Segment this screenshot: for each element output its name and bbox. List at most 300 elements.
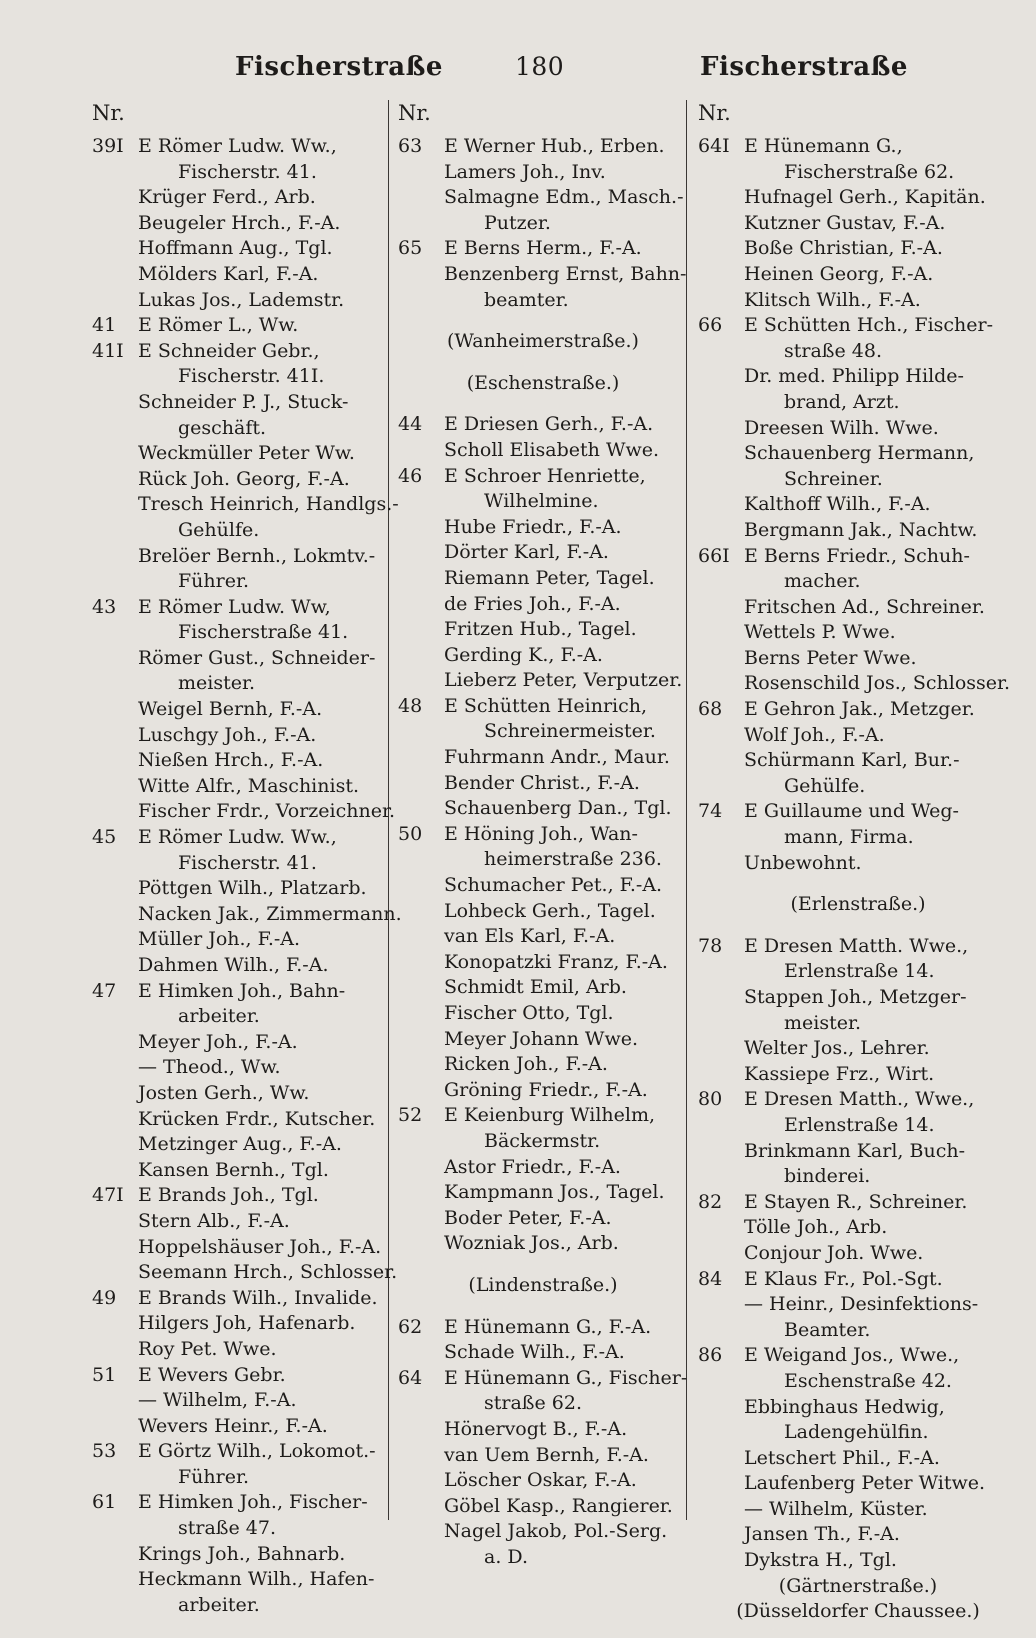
entry-text: Weckmüller Peter Ww.	[138, 442, 355, 465]
entry-text: Welter Jos., Lehrer.	[744, 1037, 930, 1060]
entry-text: E Keienburg Wilhelm,	[444, 1104, 656, 1127]
resident-entry	[92, 774, 382, 800]
house-entry	[398, 134, 688, 160]
entry-text: Kampmann Jos., Tagel.	[444, 1181, 665, 1204]
entry-text: Beamter.	[784, 1318, 871, 1341]
entry-text: Nagel Jakob, Pol.-Serg.	[444, 1520, 668, 1543]
entry-text: meister.	[784, 1011, 862, 1034]
entry-text: Conjour Joh. Wwe.	[744, 1241, 924, 1264]
resident-entry	[698, 518, 1018, 544]
entry-text: Wettels P. Wwe.	[744, 621, 896, 644]
resident-entry	[398, 1519, 688, 1545]
entry-text: van Els Karl, F.-A.	[444, 925, 616, 948]
resident-entry	[92, 646, 382, 672]
resident-entry	[398, 1340, 688, 1366]
entry-text: E Weigand Jos., Wwe.,	[744, 1344, 960, 1367]
entry-text: Löscher Oskar, F.-A.	[444, 1469, 637, 1492]
house-entry	[92, 313, 382, 339]
resident-entry	[92, 1158, 382, 1184]
resident-entry	[398, 262, 688, 288]
resident-entry	[92, 390, 382, 416]
resident-entry	[398, 1001, 688, 1027]
house-number: 66	[698, 314, 723, 337]
street-heading-text: (Lindenstraße.)	[468, 1273, 618, 1296]
street-heading	[398, 1273, 688, 1299]
resident-entry	[698, 211, 1018, 237]
resident-entry	[698, 595, 1018, 621]
entry-text: Lukas Jos., Lademstr.	[138, 288, 345, 311]
entry-text: a. D.	[484, 1545, 529, 1568]
house-number: 51	[92, 1363, 117, 1386]
entry-text: Dahmen Wilh., F.-A.	[138, 954, 329, 976]
entry-text: Dr. med. Philipp Hilde-	[744, 365, 964, 388]
entry-text: Hoffmann Aug., Tgl.	[138, 237, 333, 260]
resident-entry	[92, 288, 382, 314]
entry-text: Konopatzki Franz, F.-A.	[444, 950, 668, 973]
house-number: 62	[398, 1315, 423, 1338]
house-number: 41I	[92, 339, 124, 362]
entry-text: Bender Christ., F.-A.	[444, 771, 640, 794]
resident-entry	[398, 796, 688, 822]
resident-entry	[698, 1522, 1018, 1548]
entry-text: Unbewohnt.	[744, 851, 862, 874]
resident-entry	[698, 185, 1018, 211]
entry-text: straße 47.	[178, 1517, 276, 1540]
resident-entry	[698, 1318, 1018, 1344]
entry-text: E Himken Joh., Fischer-	[138, 1491, 368, 1514]
resident-entry	[698, 1036, 1018, 1062]
entry-text: Kutzner Gustav, F.-A.	[744, 211, 946, 234]
house-number: 84	[698, 1267, 723, 1290]
house-entry	[92, 1439, 382, 1465]
entry-text: Fischer Frdr., Vorzeichner.	[138, 800, 396, 823]
resident-entry	[698, 774, 1018, 800]
house-number: 66I	[698, 544, 730, 567]
house-number: 52	[398, 1104, 423, 1127]
house-number: 48	[398, 694, 423, 717]
entry-text: E Schroer Henriette,	[444, 464, 646, 487]
resident-entry	[398, 617, 688, 643]
resident-entry	[698, 1241, 1018, 1267]
entry-text: E Werner Hub., Erben.	[444, 135, 665, 157]
house-entry	[398, 236, 688, 262]
house-entry	[92, 595, 382, 621]
entry-text: Brelöer Bernh., Lokmtv.-	[138, 544, 376, 567]
resident-entry	[398, 489, 688, 515]
resident-entry	[698, 262, 1018, 288]
entry-text: Heckmann Wilh., Hafen-	[138, 1568, 375, 1591]
resident-entry	[92, 723, 382, 749]
entry-text: E Schütten Heinrich,	[444, 694, 648, 717]
house-number: 49	[92, 1286, 117, 1309]
house-entry	[92, 134, 382, 160]
header-left-title: Fischerstraße	[235, 52, 443, 82]
house-entry	[398, 822, 688, 848]
entry-text: Gerding K., F.-A.	[444, 643, 603, 666]
entry-text: Kansen Bernh., Tgl.	[138, 1158, 329, 1181]
house-entry	[92, 1363, 382, 1389]
resident-entry	[92, 799, 396, 825]
entry-text: — Wilhelm, F.-A.	[138, 1389, 297, 1412]
resident-entry	[92, 1235, 382, 1261]
entry-text: Fuhrmann Andr., Maur.	[444, 746, 670, 769]
resident-entry	[698, 339, 1018, 365]
resident-entry	[698, 1497, 1018, 1523]
entry-text: Klitsch Wilh., F.-A.	[744, 288, 921, 311]
house-number: 65	[398, 237, 423, 260]
resident-entry	[698, 851, 1018, 877]
entry-text: meister.	[178, 672, 256, 695]
house-number: 53	[92, 1440, 117, 1463]
header-right-title: Fischerstraße	[700, 52, 908, 82]
resident-entry	[92, 671, 382, 697]
resident-entry	[698, 959, 1018, 985]
entry-text: macher.	[784, 570, 861, 593]
entry-text: Schürmann Karl, Bur.-	[744, 749, 960, 772]
house-number: 64I	[698, 135, 730, 157]
street-heading-text: (Gärtnerstraße.)	[778, 1574, 938, 1597]
house-number: 82	[698, 1190, 723, 1213]
entry-text: Putzer.	[484, 211, 551, 234]
entry-text: E Stayen R., Schreiner.	[744, 1190, 968, 1213]
resident-entry	[398, 643, 688, 669]
resident-entry	[92, 1542, 382, 1568]
spacer	[398, 355, 688, 371]
house-number: 45	[92, 826, 117, 849]
entry-text: binderei.	[784, 1165, 871, 1188]
entry-text: Fischer Otto, Tgl.	[444, 1002, 614, 1024]
entry-text: heimerstraße 236.	[484, 848, 662, 871]
entry-text: Hoppelshäuser Joh., F.-A.	[138, 1235, 382, 1258]
entry-text: Wolf Joh., F.-A.	[744, 723, 885, 746]
house-entry	[698, 1190, 1018, 1216]
entry-text: Beugeler Hrch., F.-A.	[138, 211, 341, 234]
column-nr-label: Nr.	[92, 101, 125, 125]
resident-entry	[92, 1030, 382, 1056]
entry-text: E Höning Joh., Wan-	[444, 822, 638, 845]
entry-text: E Römer Ludw. Ww,	[138, 595, 331, 618]
house-entry	[398, 694, 688, 720]
resident-entry	[398, 975, 688, 1001]
resident-entry	[92, 1132, 382, 1158]
street-heading-text: (Düsseldorfer Chaussee.)	[736, 1600, 980, 1623]
resident-entry	[698, 236, 1018, 262]
entry-text: Erlenstraße 14.	[784, 960, 935, 983]
entry-text: Roy Pet. Wwe.	[138, 1337, 277, 1360]
resident-entry	[92, 1107, 382, 1133]
house-number: 47I	[92, 1184, 124, 1207]
entry-text: Wevers Heinr., F.-A.	[138, 1414, 328, 1437]
entry-text: E Hünemann G.,	[744, 135, 903, 157]
entry-text: Mölders Karl, F.-A.	[138, 262, 319, 285]
spacer	[398, 1257, 688, 1273]
directory-column-2	[398, 100, 688, 1570]
entry-text: E Berns Herm., F.-A.	[444, 237, 642, 260]
entry-text: Fischerstraße 41.	[178, 621, 349, 644]
resident-entry	[92, 876, 382, 902]
entry-text: E Schütten Hch., Fischer-	[744, 314, 994, 337]
entry-text: Riemann Peter, Tagel.	[444, 566, 655, 589]
entry-text: Krings Joh., Bahnarb.	[138, 1542, 346, 1565]
resident-entry	[398, 540, 688, 566]
entry-text: Dörter Karl, F.-A.	[444, 541, 609, 564]
resident-entry	[92, 953, 382, 979]
resident-entry	[698, 390, 1018, 416]
entry-text: Ricken Joh., F.-A.	[444, 1053, 608, 1076]
entry-text: E Dresen Matth. Wwe.,	[744, 934, 969, 957]
entry-text: Erlenstraße 14.	[784, 1113, 935, 1136]
entry-text: Fischerstr. 41.	[178, 160, 317, 183]
entry-text: E Görtz Wilh., Lokomot.-	[138, 1440, 376, 1463]
house-entry	[698, 134, 1018, 160]
resident-entry	[92, 1004, 382, 1030]
entry-text: Bäckermstr.	[484, 1129, 601, 1152]
entry-text: E Brands Joh., Tgl.	[138, 1184, 319, 1207]
resident-entry	[398, 899, 688, 925]
entry-text: Witte Alfr., Maschinist.	[138, 774, 359, 797]
entry-text: Lieberz Peter, Verputzer.	[444, 669, 683, 692]
entry-text: Fischerstr. 41.	[178, 851, 317, 874]
entry-text: Gröning Friedr., F.-A.	[444, 1078, 648, 1101]
entry-text: de Fries Joh., F.-A.	[444, 592, 621, 615]
resident-entry	[398, 873, 688, 899]
entry-text: Tresch Heinrich, Handlgs.-	[138, 493, 399, 516]
resident-entry	[92, 620, 382, 646]
resident-entry	[92, 1567, 382, 1593]
house-number: 61	[92, 1491, 117, 1514]
entry-text: E Dresen Matth., Wwe.,	[744, 1088, 975, 1111]
entry-text: Krücken Frdr., Kutscher.	[138, 1107, 376, 1130]
resident-entry	[92, 1337, 382, 1363]
spacer	[398, 396, 688, 412]
entry-text: Berns Peter Wwe.	[744, 646, 917, 669]
entry-text: Seemann Hrch., Schlosser.	[138, 1261, 398, 1284]
resident-entry	[698, 985, 1018, 1011]
resident-entry	[92, 364, 382, 390]
resident-entry	[398, 745, 688, 771]
spacer	[398, 313, 688, 329]
resident-entry	[398, 719, 688, 745]
house-number: 43	[92, 595, 117, 618]
house-entry	[698, 1267, 1018, 1293]
resident-entry	[398, 592, 688, 618]
page-header	[0, 52, 1036, 92]
entry-text: E Schneider Gebr.,	[138, 339, 320, 362]
street-heading	[698, 1574, 1018, 1600]
entry-text: arbeiter.	[178, 1593, 260, 1616]
resident-entry	[698, 1292, 1018, 1318]
house-entry	[698, 799, 1018, 825]
street-heading-text: (Erlenstraße.)	[790, 893, 926, 916]
resident-entry	[92, 236, 382, 262]
entry-text: Metzinger Aug., F.-A.	[138, 1133, 342, 1156]
resident-entry	[92, 1311, 382, 1337]
street-heading-text: (Eschenstraße.)	[466, 371, 620, 394]
entry-text: mann, Firma.	[784, 826, 914, 849]
resident-entry	[698, 1139, 1018, 1165]
resident-entry	[398, 668, 688, 694]
resident-entry	[398, 924, 688, 950]
resident-entry	[698, 825, 1018, 851]
entry-text: Schreinermeister.	[484, 720, 656, 743]
entry-text: Heinen Georg, F.-A.	[744, 262, 934, 285]
entry-text: Meyer Joh., F.-A.	[138, 1030, 298, 1053]
resident-entry	[698, 441, 1018, 467]
resident-entry	[92, 185, 382, 211]
resident-entry	[92, 1516, 382, 1542]
entry-text: Führer.	[178, 570, 250, 593]
house-entry	[698, 697, 1018, 723]
house-entry	[92, 1490, 382, 1516]
resident-entry	[398, 1468, 688, 1494]
entry-text: Rück Joh. Georg, F.-A.	[138, 467, 350, 490]
house-entry	[92, 339, 382, 365]
resident-entry	[92, 262, 382, 288]
entry-text: Gehülfe.	[178, 518, 260, 541]
resident-entry	[92, 1388, 382, 1414]
resident-entry	[398, 1231, 688, 1257]
entry-text: Schreiner.	[784, 467, 883, 490]
resident-entry	[92, 211, 382, 237]
directory-column-1	[92, 100, 402, 1618]
entry-text: Weigel Bernh, F.-A.	[138, 698, 323, 721]
house-entry	[398, 464, 688, 490]
entry-text: Hufnagel Gerh., Kapitän.	[744, 186, 986, 209]
entry-text: E Brands Wilh., Invalide.	[138, 1286, 378, 1309]
entry-text: E Driesen Gerh., F.-A.	[444, 413, 654, 436]
entry-text: geschäft.	[178, 416, 267, 439]
resident-entry	[92, 1081, 382, 1107]
resident-entry	[92, 1593, 382, 1619]
resident-entry	[398, 1052, 688, 1078]
entry-text: Nießen Hrch., F.-A.	[138, 749, 324, 772]
entry-text: Jansen Th., F.-A.	[744, 1523, 900, 1546]
entry-text: Stern Alb., F.-A.	[138, 1209, 290, 1232]
column-nr-label: Nr.	[398, 101, 431, 125]
entry-text: straße 48.	[784, 339, 882, 362]
directory-column-3	[698, 100, 1018, 1625]
entry-text: Benzenberg Ernst, Bahn-	[444, 262, 687, 285]
resident-entry	[698, 1215, 1018, 1241]
resident-entry	[698, 748, 1018, 774]
resident-entry	[398, 1494, 688, 1520]
resident-entry	[92, 927, 382, 953]
entry-text: Wilhelmine.	[484, 490, 599, 513]
resident-entry	[698, 1164, 1018, 1190]
entry-text: Gehülfe.	[784, 774, 866, 797]
resident-entry	[698, 1369, 1018, 1395]
resident-entry	[398, 1078, 688, 1104]
resident-entry	[398, 1443, 688, 1469]
entry-text: Eschenstraße 42.	[784, 1369, 952, 1392]
resident-entry	[92, 416, 382, 442]
entry-text: Schade Wilh., F.-A.	[444, 1341, 625, 1364]
resident-entry	[698, 671, 1018, 697]
resident-entry	[398, 211, 688, 237]
house-entry	[92, 1183, 382, 1209]
entry-text: E Hünemann G., F.-A.	[444, 1315, 652, 1338]
resident-entry	[92, 1055, 382, 1081]
resident-entry	[398, 771, 688, 797]
street-heading	[698, 892, 1018, 918]
house-number: 64	[398, 1366, 423, 1389]
entry-text: Göbel Kasp., Rangierer.	[444, 1494, 673, 1517]
entry-text: Kalthoff Wilh., F.-A.	[744, 493, 931, 516]
entry-text: Josten Gerh., Ww.	[138, 1081, 310, 1104]
house-entry	[92, 979, 382, 1005]
resident-entry	[698, 492, 1018, 518]
page-number: 180	[515, 52, 565, 81]
spacer	[698, 876, 1018, 892]
entry-text: straße 62.	[484, 1392, 582, 1415]
resident-entry	[698, 1548, 1018, 1574]
spacer	[698, 918, 1018, 934]
entry-text: Krüger Ferd., Arb.	[138, 186, 316, 209]
resident-entry	[698, 569, 1018, 595]
resident-entry	[398, 1545, 688, 1571]
resident-entry	[92, 1260, 398, 1286]
entry-text: Laufenberg Peter Witwe.	[744, 1472, 986, 1495]
house-number: 41	[92, 314, 117, 337]
house-entry	[698, 1087, 1018, 1113]
entry-text: Meyer Johann Wwe.	[444, 1027, 639, 1050]
resident-entry	[398, 160, 688, 186]
resident-entry	[698, 416, 1018, 442]
entry-text: E Römer L., Ww.	[138, 314, 299, 337]
resident-entry	[398, 1206, 688, 1232]
resident-entry	[398, 1155, 688, 1181]
entry-text: Fischerstr. 41I.	[178, 365, 325, 388]
entry-text: Schauenberg Hermann,	[744, 442, 975, 465]
street-heading	[698, 1599, 1018, 1625]
entry-text: van Uem Bernh, F.-A.	[444, 1443, 649, 1466]
entry-text: Dykstra H., Tgl.	[744, 1549, 897, 1572]
house-number: 47	[92, 979, 117, 1002]
resident-entry	[698, 1062, 1018, 1088]
spacer	[398, 1299, 688, 1315]
entry-text: E Hünemann G., Fischer-	[444, 1366, 688, 1389]
entry-text: Schneider P. J., Stuck-	[138, 390, 349, 413]
entry-text: Stappen Joh., Metzger-	[744, 986, 967, 1008]
house-number: 80	[698, 1088, 723, 1111]
resident-entry	[698, 1420, 1018, 1446]
house-number: 63	[398, 135, 423, 157]
entry-text: Rosenschild Jos., Schlosser.	[744, 672, 1011, 695]
house-number: 74	[698, 800, 723, 823]
entry-text: E Gehron Jak., Metzger.	[744, 698, 975, 721]
resident-entry	[92, 697, 382, 723]
resident-entry	[698, 1471, 1018, 1497]
resident-entry	[698, 364, 1018, 390]
entry-text: Lamers Joh., Inv.	[444, 160, 606, 183]
resident-entry	[398, 1129, 688, 1155]
house-entry	[92, 1286, 382, 1312]
house-number: 86	[698, 1344, 723, 1367]
entry-text: Dreesen Wilh. Wwe.	[744, 416, 939, 439]
house-entry	[398, 1103, 688, 1129]
entry-text: Tölle Joh., Arb.	[744, 1216, 888, 1239]
resident-entry	[92, 902, 402, 928]
entry-text: E Himken Joh., Bahn-	[138, 979, 346, 1002]
street-heading	[398, 371, 688, 397]
house-entry	[398, 1366, 688, 1392]
entry-text: Führer.	[178, 1465, 250, 1488]
entry-text: beamter.	[484, 288, 569, 311]
entry-text: — Heinr., Desinfektions-	[744, 1293, 979, 1316]
entry-text: Wozniak Jos., Arb.	[444, 1232, 619, 1255]
column-nr-label: Nr.	[698, 101, 731, 125]
resident-entry	[92, 748, 382, 774]
